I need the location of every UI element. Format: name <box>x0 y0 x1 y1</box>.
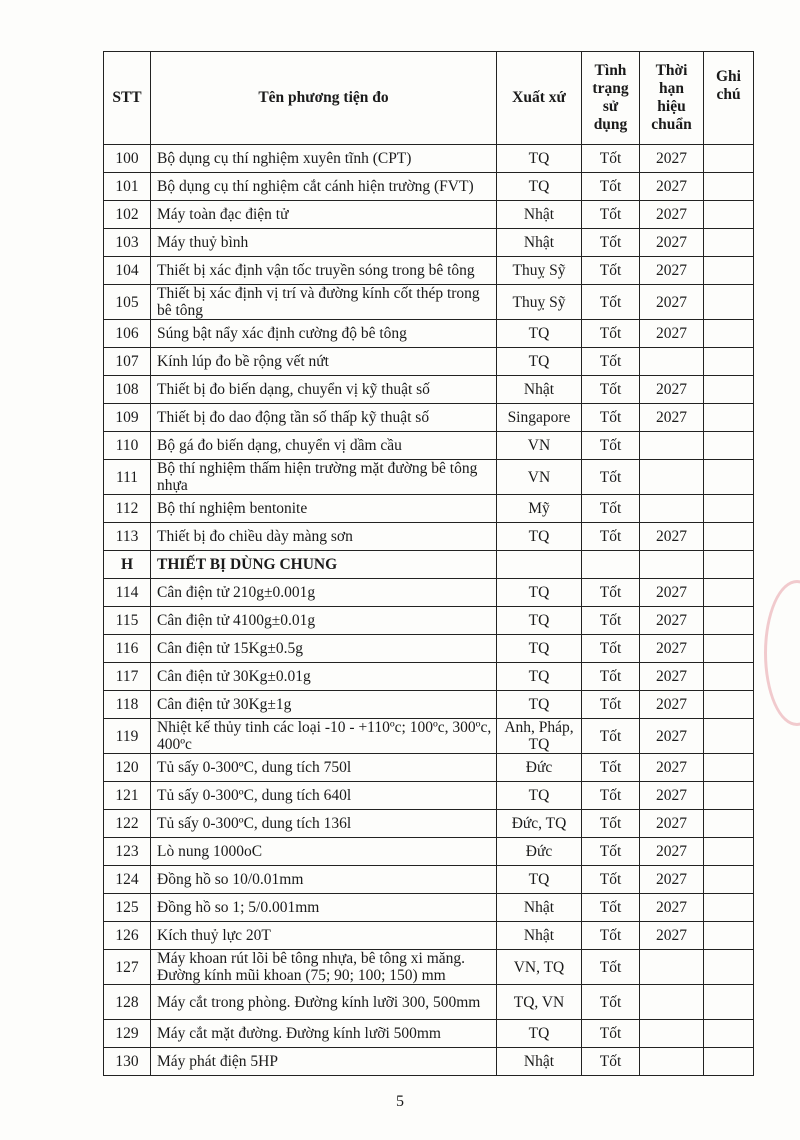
cell-stt: 105 <box>104 285 151 320</box>
cell-origin: VN <box>497 432 582 460</box>
cell-stt: 100 <box>104 145 151 173</box>
cell-calibration-year <box>640 1020 704 1048</box>
table-row <box>104 754 754 782</box>
cell-name: Thiết bị đo biến dạng, chuyển vị kỹ thuật số <box>151 376 497 404</box>
cell-stt: 124 <box>104 866 151 894</box>
cell-name: Lò nung 1000oC <box>151 838 497 866</box>
cell-stt: 110 <box>104 432 151 460</box>
cell-name: Máy cắt mặt đường. Đường kính lưỡi 500mm <box>151 1020 497 1048</box>
cell-name: Thiết bị đo dao động tần số thấp kỹ thuật số <box>151 404 497 432</box>
cell-note <box>704 635 754 663</box>
cell-status: Tốt <box>582 320 640 348</box>
cell-note <box>704 320 754 348</box>
equipment-table <box>103 51 754 1076</box>
cell-name: Cân điện tử 4100g±0.01g <box>151 607 497 635</box>
cell-status: Tốt <box>582 719 640 754</box>
cell-name: Đồng hồ so 10/0.01mm <box>151 866 497 894</box>
cell-note <box>704 201 754 229</box>
cell-note <box>704 1048 754 1076</box>
cell-note <box>704 460 754 495</box>
cell-stt: 121 <box>104 782 151 810</box>
cell-note <box>704 257 754 285</box>
table-row <box>104 838 754 866</box>
cell-calibration-year <box>640 460 704 495</box>
cell-status: Tốt <box>582 285 640 320</box>
cell-stt: 112 <box>104 495 151 523</box>
cell-status: Tốt <box>582 173 640 201</box>
table-row <box>104 229 754 257</box>
table-row <box>104 607 754 635</box>
cell-note <box>704 950 754 985</box>
cell-status: Tốt <box>582 922 640 950</box>
table-row <box>104 866 754 894</box>
cell-status: Tốt <box>582 348 640 376</box>
cell-calibration-year: 2027 <box>640 579 704 607</box>
cell-name: Máy phát điện 5HP <box>151 1048 497 1076</box>
cell-note <box>704 229 754 257</box>
cell-origin: TQ <box>497 691 582 719</box>
cell-calibration-year <box>640 495 704 523</box>
cell-origin: Mỹ <box>497 495 582 523</box>
cell-stt: 104 <box>104 257 151 285</box>
cell-status: Tốt <box>582 523 640 551</box>
cell-stt: 123 <box>104 838 151 866</box>
header-note-line: chú <box>716 86 741 103</box>
cell-status: Tốt <box>582 866 640 894</box>
cell-status: Tốt <box>582 376 640 404</box>
cell-origin: TQ <box>497 145 582 173</box>
table-body <box>104 145 754 1076</box>
cell-calibration-year: 2027 <box>640 173 704 201</box>
cell-origin: VN, TQ <box>497 950 582 985</box>
cell-name: Kích thuỷ lực 20T <box>151 922 497 950</box>
cell-note <box>704 810 754 838</box>
cell-note <box>704 754 754 782</box>
cell-note <box>704 173 754 201</box>
cell-stt: 111 <box>104 460 151 495</box>
cell-calibration-year: 2027 <box>640 523 704 551</box>
cell-calibration-year: 2027 <box>640 663 704 691</box>
cell-origin: TQ <box>497 579 582 607</box>
cell-status: Tốt <box>582 460 640 495</box>
cell-name: Tủ sấy 0-300ºC, dung tích 136l <box>151 810 497 838</box>
cell-status: Tốt <box>582 663 640 691</box>
table-row <box>104 663 754 691</box>
table-row <box>104 523 754 551</box>
cell-name: Nhiệt kế thủy tinh các loại -10 - +110ºc; 100ºc, 300ºc, 400ºc <box>151 719 497 754</box>
cell-stt: 103 <box>104 229 151 257</box>
header-status-line: dụng <box>593 116 628 133</box>
cell-name: Kính lúp đo bề rộng vết nứt <box>151 348 497 376</box>
cell-name: Bộ thí nghiệm bentonite <box>151 495 497 523</box>
cell-origin: Nhật <box>497 894 582 922</box>
cell-origin: TQ <box>497 1020 582 1048</box>
cell-name: Máy toàn đạc điện tử <box>151 201 497 229</box>
cell-name: Máy cắt trong phòng. Đường kính lưỡi 300, 500mm <box>151 985 497 1020</box>
cell-status: Tốt <box>582 838 640 866</box>
cell-calibration-year: 2027 <box>640 810 704 838</box>
cell-calibration-year: 2027 <box>640 922 704 950</box>
cell-calibration-year: 2027 <box>640 404 704 432</box>
table-row <box>104 950 754 985</box>
cell-stt: 117 <box>104 663 151 691</box>
cell-stt: 128 <box>104 985 151 1020</box>
cell-calibration-year <box>640 432 704 460</box>
cell-calibration-year: 2027 <box>640 285 704 320</box>
cell-status: Tốt <box>582 432 640 460</box>
header-calibration <box>640 52 704 145</box>
cell-note <box>704 145 754 173</box>
cell-note <box>704 838 754 866</box>
cell-stt: 126 <box>104 922 151 950</box>
cell-origin: Đức, TQ <box>497 810 582 838</box>
cell-status: Tốt <box>582 257 640 285</box>
cell-origin: TQ <box>497 782 582 810</box>
cell-origin: VN <box>497 460 582 495</box>
cell-origin: TQ <box>497 607 582 635</box>
table-row <box>104 719 754 754</box>
cell-stt: 129 <box>104 1020 151 1048</box>
cell-calibration-year <box>640 1048 704 1076</box>
header-note <box>704 52 754 145</box>
cell-calibration-year <box>640 985 704 1020</box>
table-row <box>104 404 754 432</box>
cell-stt: 116 <box>104 635 151 663</box>
cell-status: Tốt <box>582 1048 640 1076</box>
cell-origin: TQ <box>497 523 582 551</box>
cell-note <box>704 985 754 1020</box>
cell-stt: 122 <box>104 810 151 838</box>
cell-stt: 114 <box>104 579 151 607</box>
cell-stt: 108 <box>104 376 151 404</box>
cell-status: Tốt <box>582 404 640 432</box>
cell-status: Tốt <box>582 950 640 985</box>
cell-note <box>704 376 754 404</box>
table-row <box>104 1048 754 1076</box>
cell-note <box>704 432 754 460</box>
cell-name: Cân điện tử 15Kg±0.5g <box>151 635 497 663</box>
cell-status: Tốt <box>582 495 640 523</box>
cell-note <box>704 404 754 432</box>
cell-note <box>704 579 754 607</box>
table-row <box>104 782 754 810</box>
header-calibration-line: hạn <box>659 80 684 97</box>
cell-name: Bộ dụng cụ thí nghiệm xuyên tĩnh (CPT) <box>151 145 497 173</box>
cell-name: Đồng hồ so 1; 5/0.001mm <box>151 894 497 922</box>
cell-origin: Thuỵ Sỹ <box>497 285 582 320</box>
cell-name: Bộ gá đo biến dạng, chuyển vị dầm cầu <box>151 432 497 460</box>
cell-status: Tốt <box>582 145 640 173</box>
cell-name: Súng bật nẩy xác định cường độ bê tông <box>151 320 497 348</box>
cell-stt: 119 <box>104 719 151 754</box>
header-calibration-line: Thời <box>655 62 688 79</box>
cell-note <box>704 348 754 376</box>
cell-origin: Đức <box>497 754 582 782</box>
table-row <box>104 985 754 1020</box>
cell-origin: Thuỵ Sỹ <box>497 257 582 285</box>
cell-origin: Singapore <box>497 404 582 432</box>
cell-status: Tốt <box>582 579 640 607</box>
table-row <box>104 145 754 173</box>
cell-status: Tốt <box>582 985 640 1020</box>
cell-calibration-year: 2027 <box>640 838 704 866</box>
table-row <box>104 810 754 838</box>
cell-stt: H <box>104 551 151 579</box>
cell-note <box>704 285 754 320</box>
cell-status: Tốt <box>582 1020 640 1048</box>
cell-origin: Nhật <box>497 229 582 257</box>
cell-stt: 130 <box>104 1048 151 1076</box>
cell-stt: 127 <box>104 950 151 985</box>
header-calibration-line: chuẩn <box>651 116 692 133</box>
cell-calibration-year: 2027 <box>640 376 704 404</box>
cell-stt: 101 <box>104 173 151 201</box>
table-row <box>104 376 754 404</box>
cell-calibration-year: 2027 <box>640 320 704 348</box>
cell-calibration-year: 2027 <box>640 782 704 810</box>
cell-origin: TQ, VN <box>497 985 582 1020</box>
page-number: 5 <box>396 1093 404 1110</box>
cell-note <box>704 551 754 579</box>
cell-calibration-year: 2027 <box>640 635 704 663</box>
cell-calibration-year: 2027 <box>640 719 704 754</box>
cell-note <box>704 866 754 894</box>
cell-status <box>582 551 640 579</box>
cell-name: Cân điện tử 30Kg±1g <box>151 691 497 719</box>
cell-note <box>704 782 754 810</box>
red-stamp-mark <box>764 580 800 726</box>
table-row <box>104 320 754 348</box>
cell-origin: TQ <box>497 173 582 201</box>
header-status-line: trạng <box>592 80 629 97</box>
table-row <box>104 691 754 719</box>
cell-name: Cân điện tử 210g±0.001g <box>151 579 497 607</box>
table-row <box>104 922 754 950</box>
cell-calibration-year: 2027 <box>640 229 704 257</box>
cell-note <box>704 922 754 950</box>
table-row <box>104 257 754 285</box>
cell-status: Tốt <box>582 201 640 229</box>
cell-calibration-year: 2027 <box>640 691 704 719</box>
cell-calibration-year: 2027 <box>640 894 704 922</box>
header-row <box>104 52 754 145</box>
section-row <box>104 551 754 579</box>
cell-note <box>704 663 754 691</box>
table-row <box>104 635 754 663</box>
cell-origin: Đức <box>497 838 582 866</box>
cell-origin: TQ <box>497 348 582 376</box>
cell-status: Tốt <box>582 782 640 810</box>
header-name: Tên phương tiện đo <box>151 52 497 145</box>
cell-stt: 107 <box>104 348 151 376</box>
cell-status: Tốt <box>582 691 640 719</box>
cell-origin <box>497 551 582 579</box>
cell-stt: 113 <box>104 523 151 551</box>
cell-note <box>704 894 754 922</box>
cell-stt: 106 <box>104 320 151 348</box>
cell-calibration-year: 2027 <box>640 607 704 635</box>
header-status-line: Tình <box>594 62 627 79</box>
cell-note <box>704 719 754 754</box>
table-row <box>104 1020 754 1048</box>
table-row <box>104 432 754 460</box>
cell-stt: 109 <box>104 404 151 432</box>
cell-status: Tốt <box>582 810 640 838</box>
cell-note <box>704 1020 754 1048</box>
cell-origin: Nhật <box>497 376 582 404</box>
table-row <box>104 579 754 607</box>
cell-note <box>704 607 754 635</box>
cell-name: Tủ sấy 0-300ºC, dung tích 750l <box>151 754 497 782</box>
cell-calibration-year: 2027 <box>640 145 704 173</box>
cell-note <box>704 495 754 523</box>
cell-origin: TQ <box>497 663 582 691</box>
header-origin: Xuất xứ <box>497 52 582 145</box>
cell-stt: 120 <box>104 754 151 782</box>
header-stt: STT <box>104 52 151 145</box>
cell-origin: Nhật <box>497 1048 582 1076</box>
cell-origin: Nhật <box>497 201 582 229</box>
cell-stt: 118 <box>104 691 151 719</box>
cell-origin: TQ <box>497 635 582 663</box>
cell-origin: TQ <box>497 320 582 348</box>
cell-status: Tốt <box>582 607 640 635</box>
cell-origin: TQ <box>497 866 582 894</box>
table-row <box>104 173 754 201</box>
cell-name: THIẾT BỊ DÙNG CHUNG <box>151 551 497 579</box>
cell-name: Cân điện tử 30Kg±0.01g <box>151 663 497 691</box>
cell-stt: 102 <box>104 201 151 229</box>
table-row <box>104 348 754 376</box>
cell-calibration-year <box>640 551 704 579</box>
table-row <box>104 460 754 495</box>
cell-calibration-year: 2027 <box>640 201 704 229</box>
header-note-line: Ghi <box>716 68 741 85</box>
header-status <box>582 52 640 145</box>
cell-name: Bộ dụng cụ thí nghiệm cắt cánh hiện trường (FVT) <box>151 173 497 201</box>
cell-calibration-year <box>640 950 704 985</box>
cell-name: Máy thuỷ bình <box>151 229 497 257</box>
header-status-line: sử <box>602 98 619 115</box>
cell-name: Thiết bị xác định vận tốc truyền sóng trong bê tông <box>151 257 497 285</box>
table-row <box>104 201 754 229</box>
cell-status: Tốt <box>582 754 640 782</box>
cell-calibration-year: 2027 <box>640 754 704 782</box>
cell-calibration-year: 2027 <box>640 257 704 285</box>
table-row <box>104 285 754 320</box>
cell-name: Máy khoan rút lõi bê tông nhựa, bê tông xi măng. Đường kính mũi khoan (75; 90; 100; 150) mm <box>151 950 497 985</box>
cell-stt: 125 <box>104 894 151 922</box>
cell-name: Thiết bị xác định vị trí và đường kính cốt thép trong bê tông <box>151 285 497 320</box>
cell-stt: 115 <box>104 607 151 635</box>
cell-name: Tủ sấy 0-300ºC, dung tích 640l <box>151 782 497 810</box>
cell-status: Tốt <box>582 635 640 663</box>
table-row <box>104 495 754 523</box>
header-calibration-line: hiệu <box>657 98 686 115</box>
cell-calibration-year: 2027 <box>640 866 704 894</box>
table-row <box>104 894 754 922</box>
cell-note <box>704 691 754 719</box>
cell-status: Tốt <box>582 229 640 257</box>
cell-origin: Anh, Pháp, TQ <box>497 719 582 754</box>
cell-status: Tốt <box>582 894 640 922</box>
cell-name: Bộ thí nghiệm thấm hiện trường mặt đường bê tông nhựa <box>151 460 497 495</box>
cell-origin: Nhật <box>497 922 582 950</box>
cell-calibration-year <box>640 348 704 376</box>
cell-note <box>704 523 754 551</box>
cell-name: Thiết bị đo chiều dày màng sơn <box>151 523 497 551</box>
